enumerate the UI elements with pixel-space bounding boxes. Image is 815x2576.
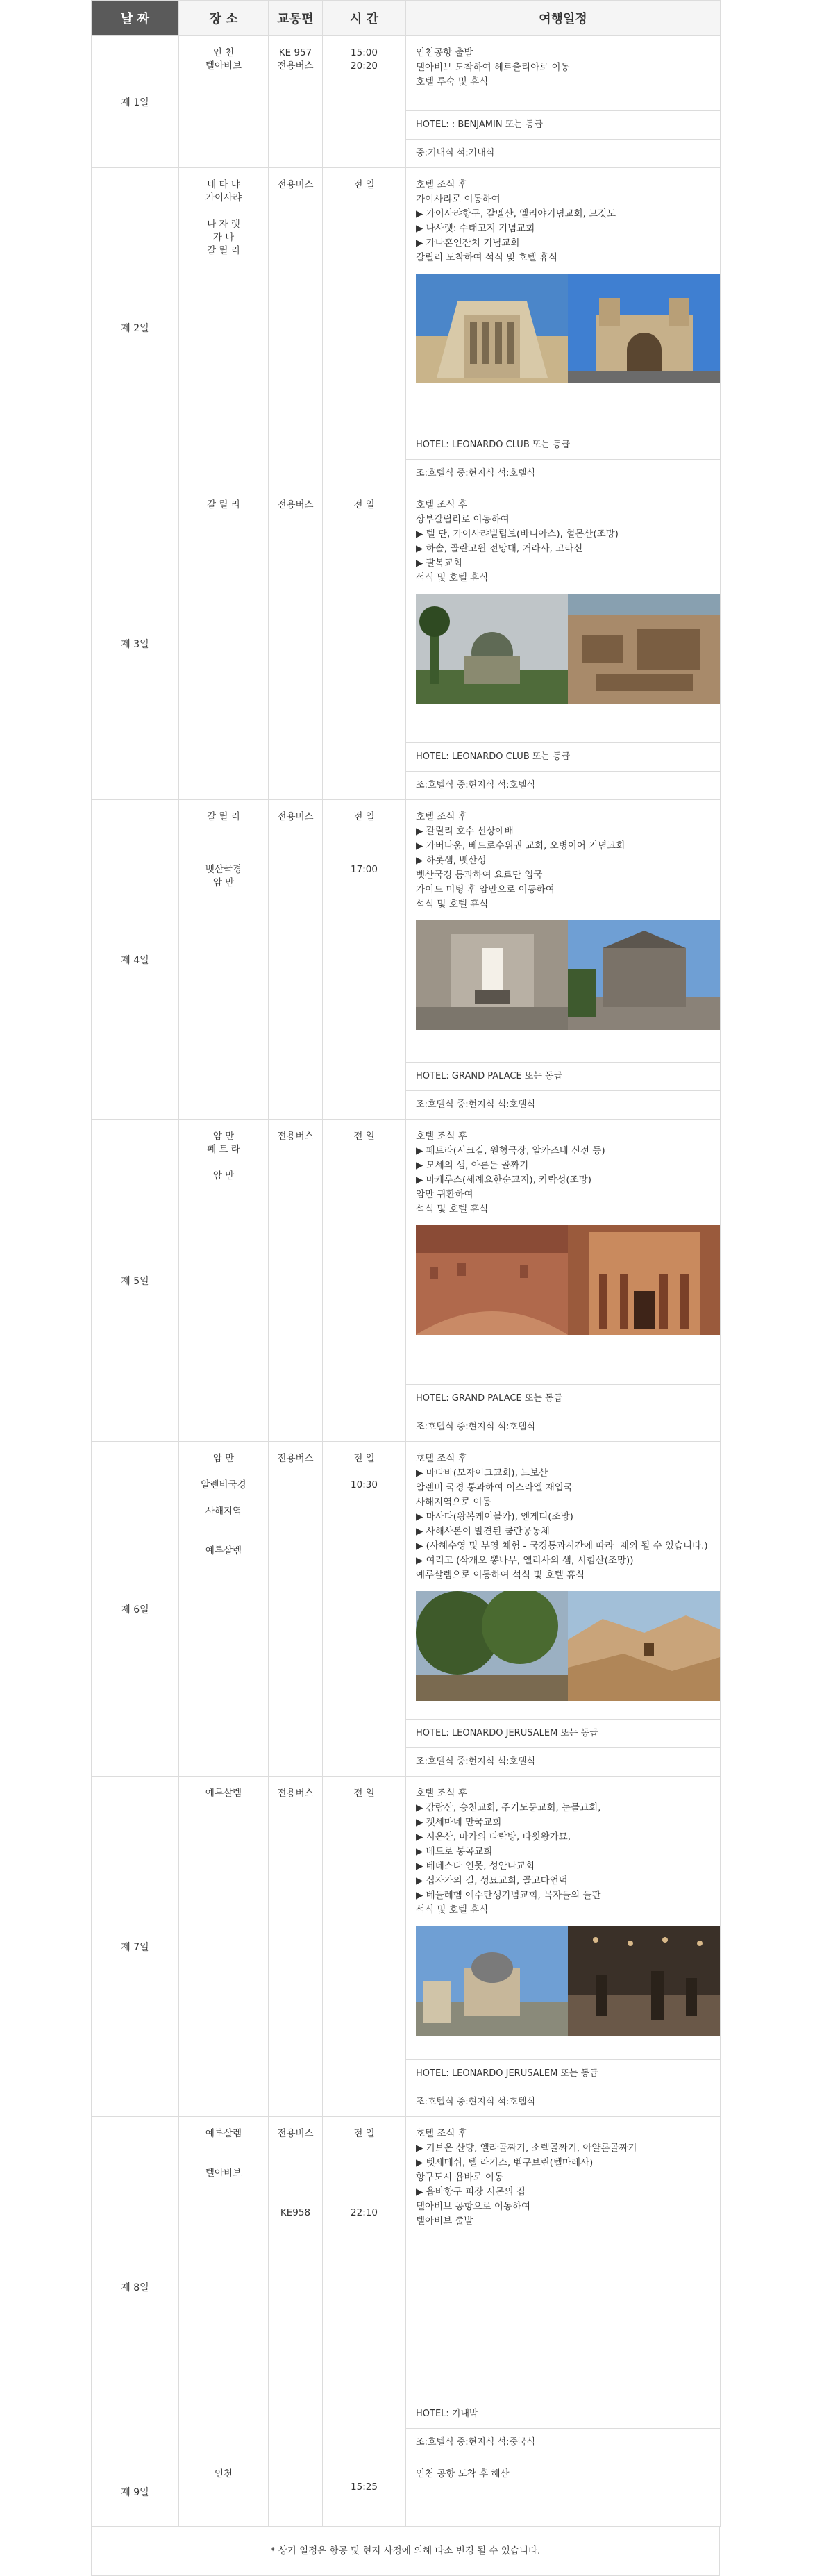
day-label: 제 7일 <box>92 1777 179 2117</box>
hotel-info: HOTEL: LEONARDO CLUB 또는 동급 <box>406 431 720 459</box>
meal-info: 조:호텔식 중:현지식 석:호텔식 <box>406 459 720 488</box>
schedule-cell <box>406 800 721 1120</box>
schedule-cell <box>406 36 721 168</box>
photo-strip <box>406 591 720 713</box>
day-label: 제 9일 <box>92 2457 179 2527</box>
hotel-info: HOTEL: LEONARDO JERUSALEM 또는 동급 <box>406 2059 720 2088</box>
day-row <box>92 2457 721 2527</box>
place-cell <box>179 1442 269 1777</box>
schedule-description: 호텔 조식 후 ▶ 페트라(시크길, 원형극장, 알카즈네 신전 등) ▶ 모세의 샘, 아론둔 골짜기 ▶ 마케루스(세례요한순교지), 카락성(조망) 암만 귀환하여 석식 및 호텔 휴식 <box>416 1131 605 1215</box>
place-text: 예루살렘 <box>205 1545 242 1556</box>
photo-strip <box>406 1222 720 1345</box>
schedule-description: 인천공항 출발 텔아비브 도착하여 헤르츨리아로 이동 호텔 투숙 및 휴식 <box>416 47 570 88</box>
time-text: 전 일 <box>353 1453 375 1464</box>
photo-petra-theater <box>416 1225 568 1335</box>
place-cell <box>179 800 269 1120</box>
day-row <box>92 1120 721 1442</box>
place-text: 텔아비브 <box>205 60 242 72</box>
place-text: 암 만 <box>212 1131 235 1142</box>
photo-upper-room <box>568 1926 720 2036</box>
header-time: 시 간 <box>323 1 406 36</box>
time-text: 22:10 <box>351 2207 378 2218</box>
time-cell <box>323 168 406 488</box>
schedule-cell <box>406 2457 721 2527</box>
meal-info: 조:호텔식 중:현지식 석:호텔식 <box>406 2088 720 2116</box>
header-transport: 교통편 <box>269 1 323 36</box>
photo-strip <box>406 917 720 1040</box>
photo-mount-beatitudes <box>416 594 568 704</box>
meal-info: 중:기내식 석:기내식 <box>406 139 720 167</box>
schedule-cell <box>406 1777 721 2117</box>
day-row <box>92 1777 721 2117</box>
day-label: 제 5일 <box>92 1120 179 1442</box>
place-cell <box>179 36 269 168</box>
photo-strip <box>406 1923 720 2045</box>
time-cell <box>323 36 406 168</box>
time-cell <box>323 2117 406 2457</box>
transport-cell <box>269 168 323 488</box>
time-text: 전 일 <box>353 1131 375 1142</box>
place-text: 예루살렘 <box>205 1788 242 1799</box>
place-text: 가 나 <box>212 232 235 243</box>
photo-strip <box>406 1588 720 1711</box>
header-schedule: 여행일정 <box>406 1 721 36</box>
transport-text: 전용버스 <box>277 1453 314 1464</box>
time-cell <box>323 1777 406 2117</box>
place-text: 사해지역 <box>205 1506 242 1517</box>
hotel-info: HOTEL: GRAND PALACE 또는 동급 <box>406 1062 720 1090</box>
meal-info: 조:호텔식 중:현지식 석:호텔식 <box>406 1090 720 1119</box>
transport-text: 전용버스 <box>277 60 314 72</box>
day-row <box>92 36 721 168</box>
schedule-description: 호텔 조식 후 상부갈릴리로 이동하여 ▶ 텔 단, 가이사랴빌립보(바니아스), 헐몬산(조망) ▶ 하솔, 골란고원 전망대, 거라사, 고라신 ▶ 팔복교회 석식 및 호텔 휴식 <box>416 499 619 583</box>
time-text: 전 일 <box>353 499 375 510</box>
time-cell <box>323 488 406 800</box>
schedule-cell <box>406 1442 721 1777</box>
place-text: 가이사랴 <box>205 192 242 203</box>
photo-jericho-tree <box>416 1591 568 1701</box>
place-text: 인천 <box>214 2468 233 2479</box>
photo-strip <box>406 271 720 393</box>
schedule-cell <box>406 168 721 488</box>
photo-church-interior <box>416 920 568 1030</box>
transport-text: 전용버스 <box>277 499 314 510</box>
time-text: 전 일 <box>353 811 375 822</box>
transport-cell <box>269 1120 323 1442</box>
transport-cell <box>269 1442 323 1777</box>
hotel-info: HOTEL: 기내박 <box>406 2400 720 2428</box>
photo-dominus-flevit <box>416 1926 568 2036</box>
header-day: 날 짜 <box>92 1 179 36</box>
hotel-info: HOTEL: LEONARDO JERUSALEM 또는 동급 <box>406 1719 720 1747</box>
photo-excavation-site <box>568 594 720 704</box>
place-text: 네 타 냐 <box>207 179 240 190</box>
transport-text: 전용버스 <box>277 811 314 822</box>
day-label: 제 3일 <box>92 488 179 800</box>
header-place: 장 소 <box>179 1 269 36</box>
transport-cell <box>269 2457 323 2527</box>
transport-text: KE 957 <box>278 47 312 58</box>
place-cell <box>179 2457 269 2527</box>
time-text: 20:20 <box>351 60 378 72</box>
day-label: 제 1일 <box>92 36 179 168</box>
transport-text: 전용버스 <box>277 179 314 190</box>
place-text: 갈 릴 리 <box>207 499 240 510</box>
time-text: 15:00 <box>351 47 378 58</box>
transport-cell <box>269 488 323 800</box>
footnote: * 상기 일정은 항공 및 현지 사정에 의해 다소 변경 될 수 있습니다. <box>91 2527 720 2576</box>
transport-text: KE958 <box>280 2207 311 2218</box>
photo-church-stella-maris <box>568 274 720 383</box>
time-text: 15:25 <box>351 2482 378 2493</box>
time-cell <box>323 800 406 1120</box>
place-text: 벳산국경 <box>205 864 242 875</box>
place-cell <box>179 168 269 488</box>
hotel-info: HOTEL: LEONARDO CLUB 또는 동급 <box>406 742 720 771</box>
place-text: 나 자 렛 <box>207 219 240 230</box>
hotel-info: HOTEL: GRAND PALACE 또는 동급 <box>406 1384 720 1413</box>
time-text: 전 일 <box>353 179 375 190</box>
photo-stone-church <box>568 920 720 1030</box>
time-text: 10:30 <box>351 1479 378 1490</box>
place-text: 인 천 <box>212 47 235 58</box>
day-row <box>92 2117 721 2457</box>
photo-church-annunciation <box>416 274 568 383</box>
transport-cell <box>269 2117 323 2457</box>
transport-text: 전용버스 <box>277 1788 314 1799</box>
schedule-cell <box>406 1120 721 1442</box>
day-row <box>92 168 721 488</box>
schedule-cell <box>406 2117 721 2457</box>
meal-info: 조:호텔식 중:현지식 석:호텔식 <box>406 771 720 799</box>
day-row <box>92 488 721 800</box>
place-text: 텔아비브 <box>205 2168 242 2179</box>
place-cell <box>179 1120 269 1442</box>
place-text: 예루살렘 <box>205 2128 242 2139</box>
place-text: 암 만 <box>212 1170 235 1181</box>
schedule-cell <box>406 488 721 800</box>
place-cell <box>179 1777 269 2117</box>
place-text: 암 만 <box>212 877 235 888</box>
transport-text: 전용버스 <box>277 1131 314 1142</box>
day-row <box>92 800 721 1120</box>
meal-info: 조:호텔식 중:현지식 석:호텔식 <box>406 1747 720 1776</box>
meal-info: 조:호텔식 중:현지식 석:중국식 <box>406 2428 720 2457</box>
schedule-description: 호텔 조식 후 가이사랴로 이동하여 ▶ 가이사랴항구, 갈멜산, 엘리야기념교회, 므깃도 ▶ 나사렛: 수태고지 기념교회 ▶ 가나혼인잔치 기념교회 갈릴리 도착하여 석식 및 호텔 휴식 <box>416 179 616 263</box>
day-label: 제 6일 <box>92 1442 179 1777</box>
schedule-description: 호텔 조식 후 ▶ 기브온 산당, 엘라골짜기, 소렉골짜기, 아얄론골짜기 ▶ 벳세메쉬, 텔 라기스, 벧구브린(텔마레사) 항구도시 욥바로 이동 ▶ 욥바항구 피장 시몬의 집 텔아비브 공항으로 이동하여 텔아비브 출발 <box>416 2128 637 2227</box>
itinerary <box>91 0 720 2576</box>
itinerary-table <box>91 0 721 2527</box>
place-cell <box>179 2117 269 2457</box>
day-label: 제 2일 <box>92 168 179 488</box>
place-text: 갈 릴 리 <box>207 811 240 822</box>
place-text: 암 만 <box>212 1453 235 1464</box>
time-cell <box>323 1120 406 1442</box>
time-text: 전 일 <box>353 1788 375 1799</box>
time-text: 17:00 <box>351 864 378 875</box>
schedule-description: 호텔 조식 후 ▶ 마다바(모자이크교회), 느보산 알렌비 국경 통과하여 이스라엘 재입국 사해지역으로 이동 ▶ 마사다(왕복케이블카), 엔게디(조망) ▶ 사해사본이 발견된 쿰란공동체 ▶ (사해수영 및 부영 체험 - 국경통과시간에 따라 제외 될 수 있습니다.) ▶ 여리고 (삭개오 뽕나무, 엘리사의 샘, 시험산(조망)) 예루살렘으로 이동하여 석식 및 호텔 휴식 <box>416 1453 708 1581</box>
schedule-description: 인천 공항 도착 후 해산 <box>416 2468 510 2479</box>
day-row <box>92 1442 721 1777</box>
place-cell <box>179 488 269 800</box>
photo-petra-treasury <box>568 1225 720 1335</box>
photo-qumran-caves <box>568 1591 720 1701</box>
transport-cell <box>269 1777 323 2117</box>
time-cell <box>323 2457 406 2527</box>
place-text: 페 트 라 <box>207 1144 240 1155</box>
time-text: 전 일 <box>353 2128 375 2139</box>
place-text: 갈 릴 리 <box>207 245 240 256</box>
hotel-info: HOTEL: : BENJAMIN 또는 동급 <box>406 110 720 139</box>
time-cell <box>323 1442 406 1777</box>
meal-info: 조:호텔식 중:현지식 석:호텔식 <box>406 1413 720 1441</box>
header-row <box>92 1 721 36</box>
schedule-description: 호텔 조식 후 ▶ 감람산, 승천교회, 주기도문교회, 눈물교회, ▶ 겟세마네 만국교회 ▶ 시온산, 마가의 다락방, 다윗왕가묘, ▶ 베드로 통곡교회 ▶ 베데스다 연못, 성안나교회 ▶ 십자가의 길, 성묘교회, 골고다언덕 ▶ 베들레헴 예수탄생기념교회, 목자들의 들판 석식 및 호텔 휴식 <box>416 1788 601 1916</box>
day-label: 제 4일 <box>92 800 179 1120</box>
schedule-description: 호텔 조식 후 ▶ 갈릴리 호수 선상예배 ▶ 가버나움, 베드로수위권 교회, 오병이어 기념교회 ▶ 하롯샘, 벳산성 벳산국경 통과하여 요르단 입국 가이드 미팅 후 암만으로 이동하여 석식 및 호텔 휴식 <box>416 811 625 910</box>
transport-cell <box>269 36 323 168</box>
transport-text: 전용버스 <box>277 2128 314 2139</box>
transport-cell <box>269 800 323 1120</box>
day-label: 제 8일 <box>92 2117 179 2457</box>
place-text: 알렌비국경 <box>201 1479 246 1490</box>
